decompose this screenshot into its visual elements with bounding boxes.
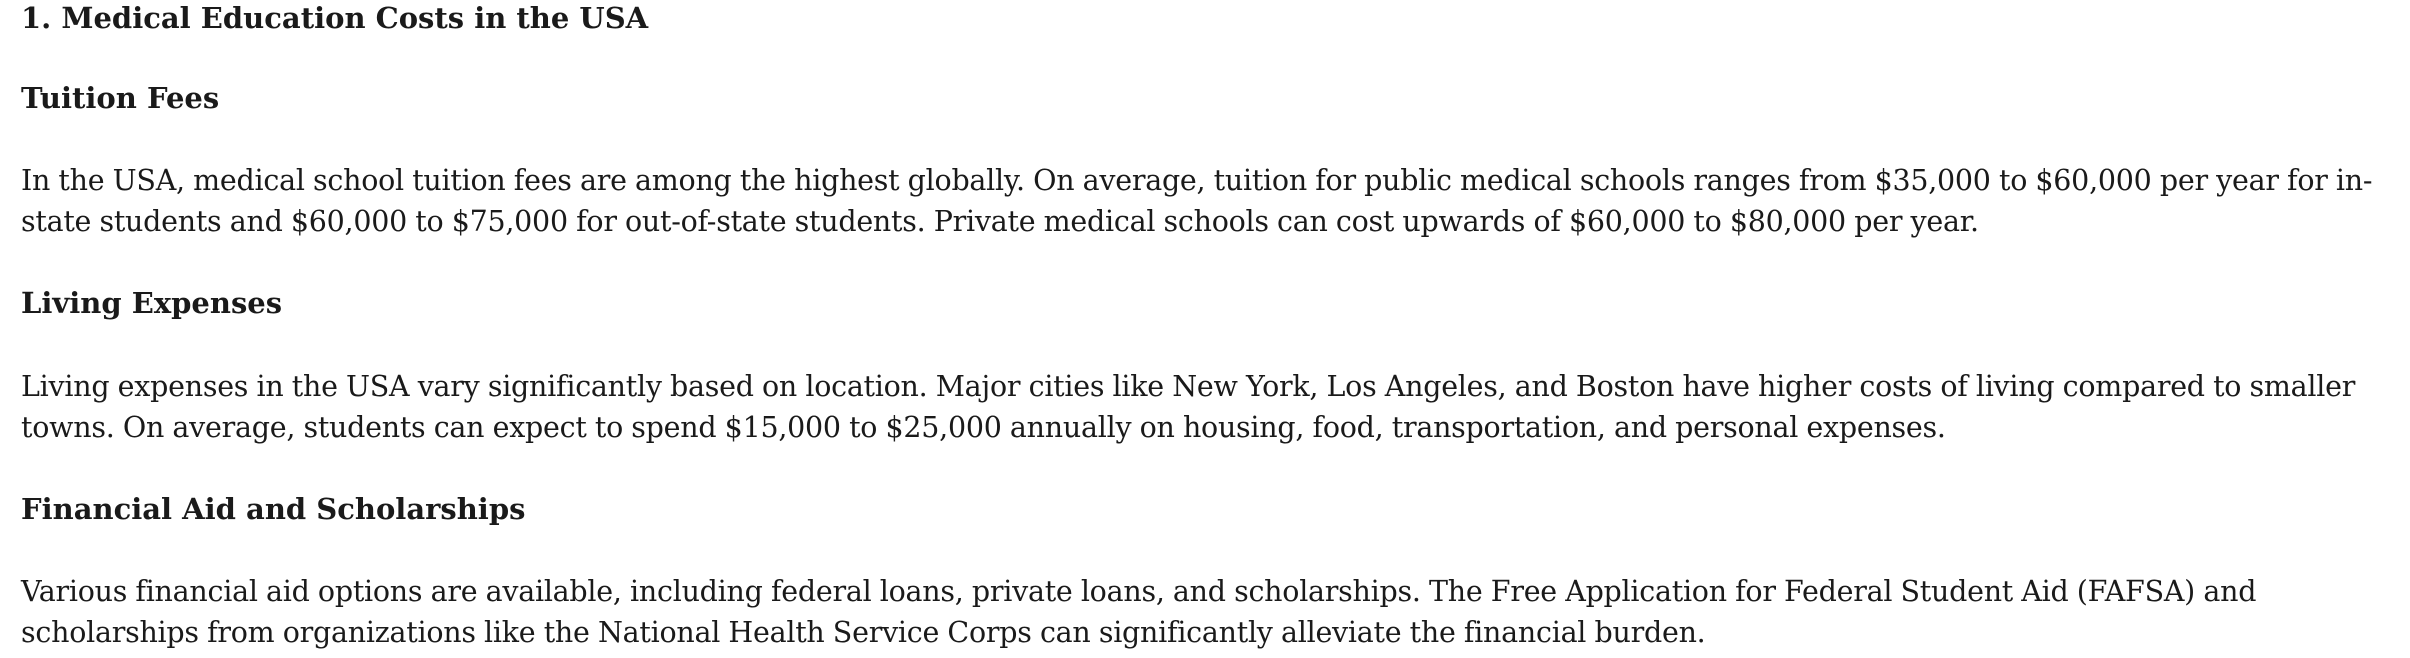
section-body-financial-aid: Various financial aid options are available, including federal loans, private loans, and scholarships. The Free Application for Federal Student Aid (FAFSA) and scholarships from organizations like the National Health Service Corps can significantly alleviate the financial burden. xyxy=(21,575,2257,649)
section-body-tuition-fees: In the USA, medical school tuition fees are among the highest globally. On average, tuition for public medical schools ranges from $35,000 to $60,000 per year for in-state students and $60,000 to $75,000 for out-of-state students. Private medical schools can cost upwards of $60,000 to $80,000 per year. xyxy=(21,164,2373,238)
section-heading-tuition-fees: Tuition Fees xyxy=(21,81,220,115)
document-title: 1. Medical Education Costs in the USA xyxy=(21,1,649,35)
section-heading-financial-aid: Financial Aid and Scholarships xyxy=(21,492,526,526)
section-body-living-expenses: Living expenses in the USA vary significantly based on location. Major cities like New York, Los Angeles, and Boston have higher costs of living compared to smaller towns. On average, students can expect to spend $15,000 to $25,000 annually on housing, food, transportation, and personal expenses. xyxy=(21,370,2356,444)
section-heading-living-expenses: Living Expenses xyxy=(21,286,283,320)
